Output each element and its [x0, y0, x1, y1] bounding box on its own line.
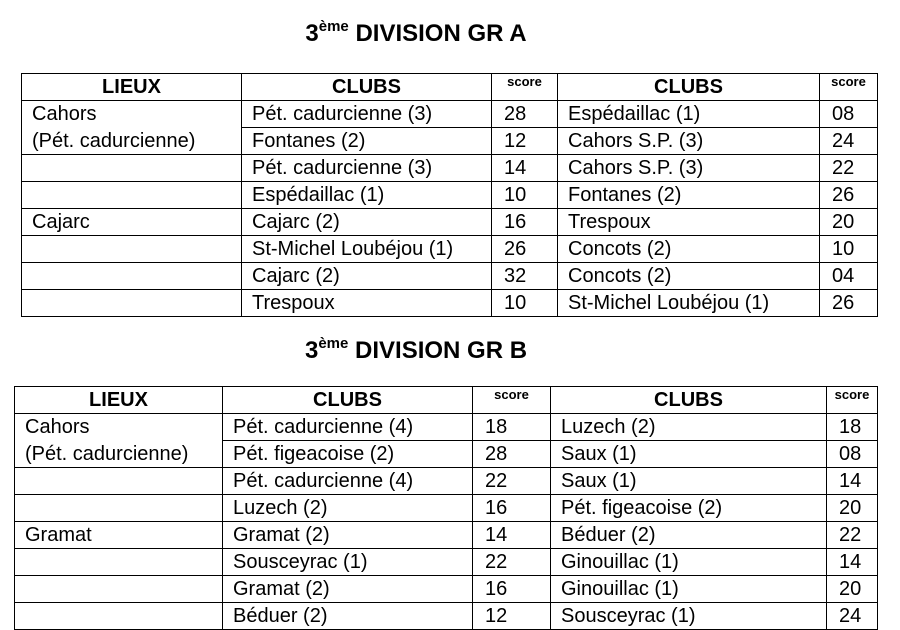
cell-score-away: 26 [820, 290, 878, 317]
cell-club-home: Cajarc (2) [242, 263, 492, 290]
cell-lieu: Cahors [22, 101, 242, 128]
cell-lieu [15, 576, 223, 603]
cell-club-home: Pét. figeacoise (2) [223, 441, 473, 468]
table-row [22, 290, 878, 317]
cell-score-home: 10 [492, 290, 558, 317]
header-lieux: LIEUX [22, 74, 242, 101]
table-body-b [15, 414, 878, 630]
cell-club-away: St-Michel Loubéjou (1) [558, 290, 820, 317]
cell-score-away: 10 [820, 236, 878, 263]
header-score-away: score [827, 387, 878, 414]
cell-score-home: 26 [492, 236, 558, 263]
section-title-b [0, 337, 866, 368]
cell-club-away: Béduer (2) [551, 522, 827, 549]
cell-score-home: 12 [492, 128, 558, 155]
cell-club-home: Béduer (2) [223, 603, 473, 630]
header-score-away: score [820, 74, 878, 101]
cell-club-home: Pét. cadurcienne (4) [223, 468, 473, 495]
cell-score-away: 14 [827, 549, 878, 576]
cell-club-home: Pét. cadurcienne (3) [242, 155, 492, 182]
results-table-a [21, 73, 878, 317]
cell-lieu [22, 155, 242, 182]
cell-score-away: 14 [827, 468, 878, 495]
table-header-row [22, 74, 878, 101]
cell-score-away: 24 [820, 128, 878, 155]
header-clubs-away: CLUBS [558, 74, 820, 101]
cell-club-home: Sousceyrac (1) [223, 549, 473, 576]
cell-club-home: Gramat (2) [223, 522, 473, 549]
cell-club-away: Saux (1) [551, 468, 827, 495]
cell-club-away: Pét. figeacoise (2) [551, 495, 827, 522]
cell-score-away: 26 [820, 182, 878, 209]
table-row [22, 209, 878, 236]
table-row [15, 522, 878, 549]
title-main: DIVISION GR B [355, 337, 528, 364]
cell-lieu [22, 236, 242, 263]
cell-score-away: 20 [820, 209, 878, 236]
cell-lieu: Gramat [15, 522, 223, 549]
cell-lieu: (Pét. cadurcienne) [22, 128, 242, 155]
table-row [15, 468, 878, 495]
cell-score-home: 14 [473, 522, 551, 549]
cell-score-home: 22 [473, 549, 551, 576]
header-score-home: score [492, 74, 558, 101]
table-row [15, 441, 878, 468]
section-title-a [0, 20, 866, 51]
cell-lieu [22, 182, 242, 209]
cell-club-away: Concots (2) [558, 236, 820, 263]
header-clubs-away: CLUBS [551, 387, 827, 414]
cell-score-away: 04 [820, 263, 878, 290]
cell-club-away: Sousceyrac (1) [551, 603, 827, 630]
header-clubs-home: CLUBS [242, 74, 492, 101]
title-main: DIVISION GR A [355, 20, 527, 47]
table-row [22, 101, 878, 128]
cell-score-home: 16 [473, 495, 551, 522]
cell-club-home: Pét. cadurcienne (3) [242, 101, 492, 128]
table-body-a [22, 101, 878, 317]
cell-club-away: Ginouillac (1) [551, 549, 827, 576]
cell-score-home: 22 [473, 468, 551, 495]
cell-score-away: 08 [827, 441, 878, 468]
cell-club-away: Saux (1) [551, 441, 827, 468]
cell-club-home: Luzech (2) [223, 495, 473, 522]
header-lieux: LIEUX [15, 387, 223, 414]
cell-lieu: (Pét. cadurcienne) [15, 441, 223, 468]
results-table-b [14, 386, 878, 630]
cell-score-away: 24 [827, 603, 878, 630]
table-row [15, 495, 878, 522]
cell-club-home: Gramat (2) [223, 576, 473, 603]
cell-lieu: Cajarc [22, 209, 242, 236]
title-superscript: ème [318, 18, 349, 35]
table-row [15, 549, 878, 576]
table-row [22, 182, 878, 209]
title-superscript: ème [318, 335, 349, 352]
table-row [22, 263, 878, 290]
cell-club-home: Trespoux [242, 290, 492, 317]
cell-lieu [22, 290, 242, 317]
cell-score-away: 22 [827, 522, 878, 549]
cell-score-away: 08 [820, 101, 878, 128]
cell-lieu [15, 468, 223, 495]
cell-score-home: 16 [492, 209, 558, 236]
cell-lieu: Cahors [15, 414, 223, 441]
cell-lieu [15, 603, 223, 630]
table-row [15, 414, 878, 441]
cell-club-away: Fontanes (2) [558, 182, 820, 209]
table-row [22, 155, 878, 182]
cell-score-away: 18 [827, 414, 878, 441]
table-row [15, 576, 878, 603]
cell-club-home: Fontanes (2) [242, 128, 492, 155]
cell-score-home: 18 [473, 414, 551, 441]
table-row [22, 236, 878, 263]
cell-score-home: 28 [473, 441, 551, 468]
cell-score-home: 28 [492, 101, 558, 128]
cell-score-home: 12 [473, 603, 551, 630]
cell-club-home: Pét. cadurcienne (4) [223, 414, 473, 441]
header-score-home: score [473, 387, 551, 414]
cell-club-away: Trespoux [558, 209, 820, 236]
cell-score-home: 16 [473, 576, 551, 603]
cell-lieu [15, 495, 223, 522]
cell-club-away: Cahors S.P. (3) [558, 128, 820, 155]
cell-score-home: 14 [492, 155, 558, 182]
cell-score-home: 10 [492, 182, 558, 209]
cell-score-home: 32 [492, 263, 558, 290]
table-header-row [15, 387, 878, 414]
title-prefix: 3 [304, 337, 319, 364]
cell-lieu [15, 549, 223, 576]
cell-club-away: Ginouillac (1) [551, 576, 827, 603]
cell-club-away: Espédaillac (1) [558, 101, 820, 128]
cell-score-away: 20 [827, 495, 878, 522]
cell-club-home: Espédaillac (1) [242, 182, 492, 209]
title-prefix: 3 [305, 20, 319, 47]
header-clubs-home: CLUBS [223, 387, 473, 414]
cell-club-home: St-Michel Loubéjou (1) [242, 236, 492, 263]
cell-club-away: Concots (2) [558, 263, 820, 290]
cell-club-home: Cajarc (2) [242, 209, 492, 236]
table-row [22, 128, 878, 155]
cell-lieu [22, 263, 242, 290]
cell-score-away: 22 [820, 155, 878, 182]
cell-score-away: 20 [827, 576, 878, 603]
cell-club-away: Cahors S.P. (3) [558, 155, 820, 182]
table-row [15, 603, 878, 630]
cell-club-away: Luzech (2) [551, 414, 827, 441]
